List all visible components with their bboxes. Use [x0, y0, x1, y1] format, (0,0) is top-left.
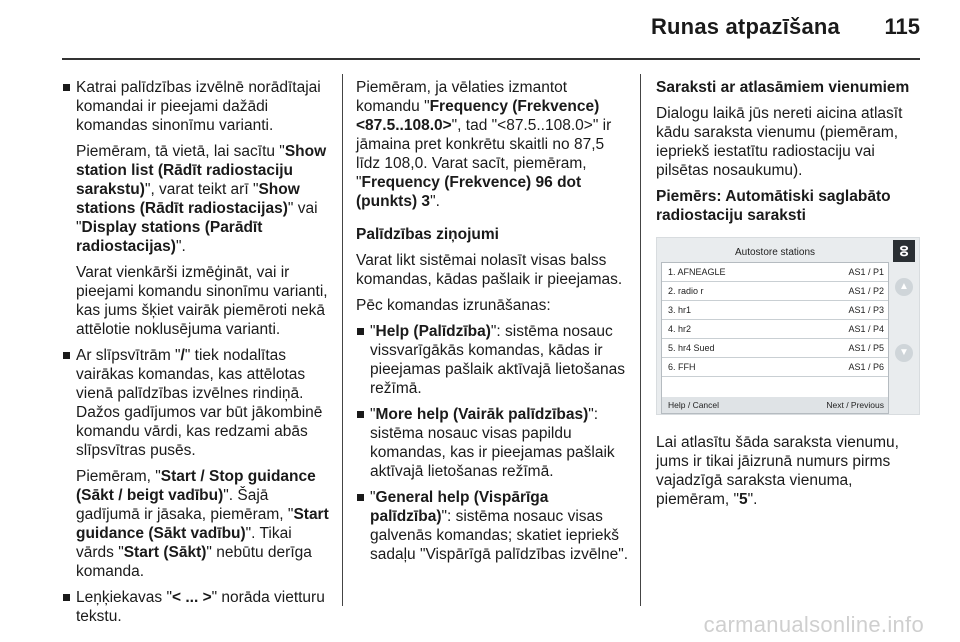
- command-text: Help (Palīdzība): [375, 323, 491, 340]
- command-text: More help (Vairāk palīdzības): [375, 406, 589, 423]
- station-preset: AS1 / P6: [848, 362, 884, 372]
- bullet-item-general-help: [356, 488, 628, 564]
- example-heading: Piemērs: Automātiski saglabāto radiostaciju saraksti: [656, 188, 891, 224]
- voice-command-icon: ⵓ: [893, 240, 915, 262]
- station-name: 4. hr2: [668, 324, 692, 334]
- scroll-up-icon: ▲: [895, 278, 913, 296]
- station-preset: AS1 / P3: [848, 305, 884, 315]
- command-text: Show stations (Rādīt radiostacijas): [76, 181, 300, 217]
- bullet-item-brackets: [62, 588, 330, 626]
- station-preset: AS1 / P5: [848, 343, 884, 353]
- next-previous-label: Next / Previous: [826, 400, 884, 410]
- station-name: 1. AFNEAGLE: [668, 267, 726, 277]
- text: ": [370, 323, 376, 340]
- header-divider: [62, 58, 920, 60]
- command-text: Frequency (Frekvence) <87.5..108.0>: [356, 98, 600, 134]
- column-divider-2: [640, 74, 641, 606]
- text: Piemēram, tā vietā, lai sacītu ": [76, 143, 285, 160]
- station-row: [662, 263, 888, 282]
- text: Piemēram, ": [76, 468, 161, 485]
- station-row: [662, 320, 888, 339]
- command-text: Start (Sākt): [123, 544, 207, 561]
- autostore-screen-image: [656, 237, 920, 415]
- station-preset: AS1 / P2: [848, 286, 884, 296]
- station-row: [662, 339, 888, 358]
- text: " nebūtu derīga komanda.: [76, 544, 312, 580]
- bullet-item-slashes: [62, 346, 330, 581]
- page-header: [0, 0, 960, 60]
- station-list: [661, 247, 889, 414]
- command-text: Show station list (Rādīt radiostaciju sarakstu): [76, 143, 327, 198]
- column-1: [62, 78, 330, 633]
- text: " tiek nodalītas vairākas komandas, kas attēlotas vienā palīdzības izvēlnes rindiņā. Dažos gadījumos var būt jākombinē komandu vārdi, kas redzami abās slīpsvītras pusēs.: [76, 347, 323, 459]
- text: ": sistēma nosauc visas galvenās komandas; skatiet iepriekš sadaļu "Vispārīgā palīdzības izvēlne".: [370, 508, 629, 563]
- command-text: /: [180, 347, 185, 364]
- paragraph: Varat vienkārši izmēģināt, vai ir pieejami komandu sinonīmu varianti, kas jums šķiet vairāk piemēroti nekā attēlotie noklusējuma varianti.: [76, 264, 328, 338]
- text: ".: [430, 193, 440, 210]
- command-text: Start / Stop guidance (Sākt / beigt vadību): [76, 468, 316, 504]
- section-heading: Saraksti ar atlasāmiem vienumiem: [656, 79, 910, 96]
- text: ". Tikai vārds ": [76, 525, 292, 561]
- command-text: < ... >: [171, 589, 212, 606]
- watermark: carmanualsonline.info: [703, 612, 924, 637]
- text: Lai atlasītu šāda saraksta vienumu, jums ir tikai jāizrunā numurs pirms vajadzīgā saraksta vienuma, piemēram, ": [656, 434, 899, 508]
- bullet-item-help: [356, 322, 628, 398]
- station-list-footer: [662, 397, 888, 413]
- station-name: 2. radio r: [668, 286, 704, 296]
- text: Ar slīpsvītrām ": [76, 347, 181, 364]
- station-name: 3. hr1: [668, 305, 692, 315]
- station-list-title: Autostore stations: [734, 247, 816, 258]
- station-row: [662, 358, 888, 377]
- text: ", varat teikt arī ": [144, 181, 259, 198]
- command-text: Start guidance (Sākt vadību): [76, 506, 329, 542]
- text: ": sistēma nosauc vissvarīgākās komandas, kādas ir pieejamas pašlaik aktīvajā lietošanas režīmā.: [370, 323, 626, 397]
- paragraph: Dialogu laikā jūs nereti aicina atlasīt kādu saraksta vienumu (piemēram, iepriekš iestatītu radiostaciju vai pilsētas nosaukumu).: [656, 105, 903, 179]
- station-preset: AS1 / P1: [848, 267, 884, 277]
- paragraph: [76, 467, 330, 581]
- text: " norāda vietturu tekstu.: [76, 589, 325, 625]
- text: ": [370, 489, 376, 506]
- text: Piemēram, ja vēlaties izmantot komandu ": [356, 79, 568, 115]
- column-divider-1: [342, 74, 343, 606]
- bullet-item-more-help: [356, 405, 628, 481]
- command-text: Frequency (Frekvence) 96 dot (punkts) 3: [356, 174, 582, 210]
- command-text: Display stations (Parādīt radiostacijas): [76, 219, 263, 255]
- paragraph: Varat likt sistēmai nolasīt visas balss komandas, kādas pašlaik ir pieejamas.: [356, 252, 623, 288]
- station-name: 6. FFH: [668, 362, 696, 372]
- section-heading: Palīdzības ziņojumi: [356, 226, 499, 243]
- paragraph: [76, 346, 330, 460]
- column-2: [356, 78, 628, 571]
- paragraph: Katrai palīdzības izvēlnē norādītajai komandai ir pieejami dažādi komandas sinonīmu varianti.: [76, 79, 321, 134]
- text: Leņķiekavas ": [76, 589, 172, 606]
- bullet-item-synonyms: [62, 78, 330, 339]
- station-preset: AS1 / P4: [848, 324, 884, 334]
- help-cancel-label: Help / Cancel: [668, 400, 720, 410]
- paragraph: [76, 142, 330, 256]
- station-row: [662, 282, 888, 301]
- page-number: 115: [884, 14, 920, 39]
- paragraph: [76, 588, 330, 626]
- scroll-down-icon: ▼: [895, 344, 913, 362]
- text: ": [370, 406, 376, 423]
- column-3: [656, 78, 924, 516]
- page-title: Runas atpazīšana: [650, 14, 840, 39]
- station-row: [662, 301, 888, 320]
- text: ".: [747, 491, 758, 508]
- text: ": sistēma nosauc visas papildu komandas, kas ir pieejamas pašlaik aktīvajā lietošanas režīmā.: [370, 406, 615, 480]
- text: " vai ": [76, 200, 318, 236]
- paragraph: [356, 78, 628, 211]
- station-name: 5. hr4 Sued: [668, 343, 715, 353]
- command-text: General help (Vispārīga palīdzība): [370, 489, 549, 525]
- command-text: 5: [739, 491, 748, 508]
- text: ". Šajā gadījumā ir jāsaka, piemēram, ": [76, 487, 294, 523]
- paragraph: [656, 433, 924, 509]
- text: ".: [175, 238, 186, 255]
- text: ", tad "<87.5..108.0>" ir jāmaina pret konkrētu skaitli no 87,5 līdz 108,0. Varat sacīt, piemēram, ": [356, 117, 612, 191]
- paragraph: Pēc komandas izrunāšanas:: [356, 297, 551, 314]
